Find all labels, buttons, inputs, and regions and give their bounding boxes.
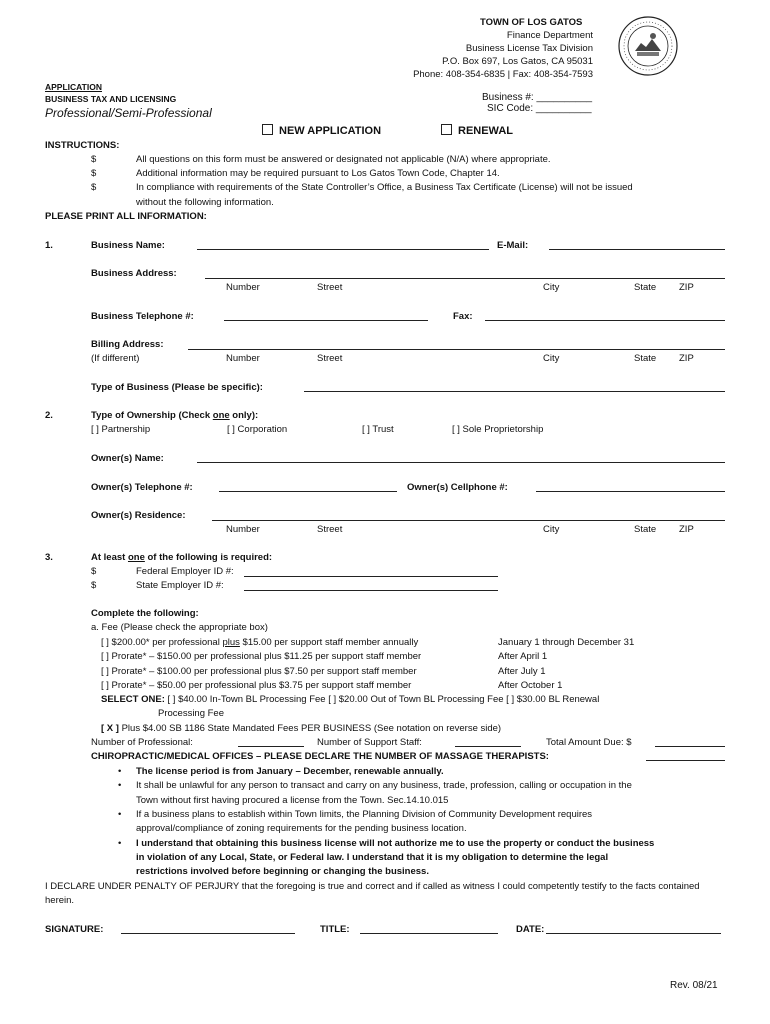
sic-code: SIC Code: __________	[487, 103, 592, 114]
chiropractic-label: CHIROPRACTIC/MEDICAL OFFICES – PLEASE DECLARE THE NUMBER OF MASSAGE THERAPISTS:	[91, 751, 549, 762]
declaration-end: herein.	[45, 895, 75, 906]
license-division: Business License Tax Division	[465, 43, 593, 54]
sb1186-fee[interactable]: [ X ] Plus $4.00 SB 1186 State Mandated Fees PER BUSINESS (See notation on reverse side)	[101, 723, 502, 734]
application-title: APPLICATION	[45, 82, 102, 92]
type-of-business-label: Type of Business (Please be specific):	[91, 382, 263, 393]
phone-fax: Phone: 408-354-6835 | Fax: 408-354-7593	[413, 69, 593, 80]
business-telephone-label: Business Telephone #:	[91, 311, 194, 322]
partnership-option[interactable]: [ ] Partnership	[91, 424, 151, 435]
new-application-label: NEW APPLICATION	[279, 125, 382, 137]
fee-option-july[interactable]: [ ] Prorate* – $100.00 per professional plus $7.50 per support staff member	[101, 666, 417, 677]
state-id-label: State Employer ID #:	[136, 580, 224, 591]
business-address-label: Business Address:	[91, 268, 177, 279]
trust-option[interactable]: [ ] Trust	[362, 424, 394, 435]
bullet-dot: •	[118, 780, 122, 791]
bullet-dot: •	[118, 838, 122, 849]
section-3-number: 3.	[45, 552, 53, 563]
street-caption: Street	[317, 524, 343, 535]
instruction-item: In compliance with requirements of the State Controller’s Office, a Business Tax Certificate (License) will not be issued	[136, 182, 633, 193]
federal-id-field[interactable]	[244, 576, 498, 577]
email-label: E-Mail:	[497, 240, 529, 251]
business-tax-title: BUSINESS TAX AND LICENSING	[45, 94, 177, 104]
zip-caption: ZIP	[679, 282, 694, 293]
finance-dept: Finance Department	[506, 30, 593, 41]
number-of-support-staff-label: Number of Support Staff:	[317, 737, 422, 748]
date-label: DATE:	[516, 924, 545, 935]
section-2-number: 2.	[45, 410, 53, 421]
fee-period-july: After July 1	[498, 666, 546, 677]
number-of-support-staff-field[interactable]	[455, 746, 521, 747]
planning-note-cont: approval/compliance of zoning requirements for the pending business location.	[136, 823, 467, 834]
declaration: I DECLARE UNDER PENALTY OF PERJURY that the foregoing is true and correct and if called as witness I could competently testify to the facts contained	[45, 881, 700, 892]
fee-option-annual[interactable]: [ ] $200.00* per professional plus $15.00 per support staff member annually	[101, 637, 419, 648]
signature-field[interactable]	[121, 933, 295, 934]
mailing-address: P.O. Box 697, Los Gatos, CA 95031	[442, 56, 593, 67]
city-caption: City	[543, 282, 560, 293]
street-caption: Street	[317, 282, 343, 293]
fee-option-october[interactable]: [ ] Prorate* – $50.00 per professional plus $3.75 per support staff member	[101, 680, 412, 691]
title-label: TITLE:	[320, 924, 350, 935]
instructions-label: INSTRUCTIONS:	[45, 140, 120, 151]
fee-period-april: After April 1	[498, 651, 548, 662]
bullet-dot: •	[118, 766, 122, 777]
subtitle: Professional/Semi-Professional	[45, 106, 212, 120]
business-name-label: Business Name:	[91, 240, 165, 251]
owner-name-field[interactable]	[197, 462, 725, 463]
bullet-icon: $	[91, 566, 97, 577]
revision-label: Rev. 08/21	[670, 980, 718, 991]
title-field[interactable]	[360, 933, 498, 934]
at-least-one-label: At least one of the following is required:	[91, 552, 273, 563]
fee-option-april[interactable]: [ ] Prorate* – $150.00 per professional plus $11.25 per support staff member	[101, 651, 422, 662]
number-caption: Number	[226, 282, 260, 293]
federal-id-label: Federal Employer ID #:	[136, 566, 234, 577]
bullet-icon: $	[91, 168, 97, 179]
processing-fee-label: Processing Fee	[158, 708, 225, 719]
zip-caption: ZIP	[679, 524, 694, 535]
owner-telephone-field[interactable]	[219, 491, 397, 492]
instruction-item: without the following information.	[136, 197, 274, 208]
ownership-type-label: Type of Ownership (Check one only):	[91, 410, 259, 421]
owner-cellphone-label: Owner(s) Cellphone #:	[407, 482, 508, 493]
state-caption: State	[634, 524, 657, 535]
bullet-dot: •	[118, 809, 122, 820]
type-of-business-field[interactable]	[304, 391, 725, 392]
understand-note-cont: in violation of any Local, State, or Federal law. I understand that it is my obligation to determine the legal	[136, 852, 609, 863]
section-1-number: 1.	[45, 240, 53, 251]
print-note: PLEASE PRINT ALL INFORMATION:	[45, 211, 207, 222]
complete-following-label: Complete the following:	[91, 608, 199, 619]
business-address-field[interactable]	[205, 278, 725, 279]
unlawful-note: It shall be unlawful for any person to transact and carry on any business, trade, profession, calling or occupation in the	[136, 780, 632, 791]
owner-residence-label: Owner(s) Residence:	[91, 510, 186, 521]
email-field[interactable]	[549, 249, 725, 250]
if-different-note: (If different)	[91, 353, 140, 364]
business-number: Business #: __________	[482, 92, 593, 103]
state-id-field[interactable]	[244, 590, 498, 591]
business-telephone-field[interactable]	[224, 320, 428, 321]
unlawful-note-cont: Town without first having procured a license from the Town. Sec.14.10.015	[136, 795, 449, 806]
state-caption: State	[634, 353, 657, 364]
owner-cellphone-field[interactable]	[536, 491, 725, 492]
understand-note: I understand that obtaining this business license will not authorize me to use the property or conduct the business	[136, 838, 655, 849]
billing-address-field[interactable]	[188, 349, 725, 350]
license-period-note: The license period is from January – December, renewable annually.	[136, 766, 444, 777]
total-amount-label: Total Amount Due: $	[546, 737, 632, 748]
town-name: TOWN OF LOS GATOS	[480, 17, 583, 28]
zip-caption: ZIP	[679, 353, 694, 364]
bullet-icon: $	[91, 182, 97, 193]
billing-address-label: Billing Address:	[91, 339, 164, 350]
city-caption: City	[543, 353, 560, 364]
owner-telephone-label: Owner(s) Telephone #:	[91, 482, 193, 493]
checkbox-icon	[441, 124, 452, 135]
state-caption: State	[634, 282, 657, 293]
business-name-field[interactable]	[197, 249, 489, 250]
fax-label: Fax:	[453, 311, 473, 322]
total-amount-field[interactable]	[655, 746, 725, 747]
instruction-item: Additional information may be required pursuant to Los Gatos Town Code, Chapter 14.	[136, 168, 500, 179]
sole-proprietorship-option[interactable]: [ ] Sole Proprietorship	[452, 424, 544, 435]
renewal-label: RENEWAL	[458, 125, 513, 137]
number-of-professional-label: Number of Professional:	[91, 737, 193, 748]
bullet-icon: $	[91, 580, 97, 591]
owner-residence-field[interactable]	[212, 520, 725, 521]
number-caption: Number	[226, 524, 260, 535]
owner-name-label: Owner(s) Name:	[91, 453, 164, 464]
number-caption: Number	[226, 353, 260, 364]
town-seal-icon	[617, 15, 679, 77]
street-caption: Street	[317, 353, 343, 364]
instruction-item: All questions on this form must be answered or designated not applicable (N/A) where appropriate.	[136, 154, 551, 165]
fee-instruction: a. Fee (Please check the appropriate box)	[91, 622, 268, 633]
understand-note-end: restrictions involved before beginning or changing the business.	[136, 866, 429, 877]
date-field[interactable]	[546, 933, 721, 934]
fee-period-october: After October 1	[498, 680, 563, 691]
massage-therapists-field[interactable]	[646, 760, 725, 761]
bullet-icon: $	[91, 154, 97, 165]
corporation-option[interactable]: [ ] Corporation	[227, 424, 288, 435]
city-caption: City	[543, 524, 560, 535]
renewal-option[interactable]	[441, 124, 513, 137]
planning-note: If a business plans to establish within Town limits, the Planning Division of Community Development requires	[136, 809, 593, 820]
checkbox-icon	[262, 124, 273, 135]
fee-period-annual: January 1 through December 31	[498, 637, 635, 648]
fax-field[interactable]	[485, 320, 725, 321]
number-of-professional-field[interactable]	[238, 746, 304, 747]
new-application-option[interactable]	[262, 124, 381, 137]
signature-label: SIGNATURE:	[45, 924, 104, 935]
processing-fee-options[interactable]: SELECT ONE: [ ] $40.00 In-Town BL Processing Fee [ ] $20.00 Out of Town BL Processing Fee [ ] $30.00 BL Renewal	[101, 694, 600, 705]
